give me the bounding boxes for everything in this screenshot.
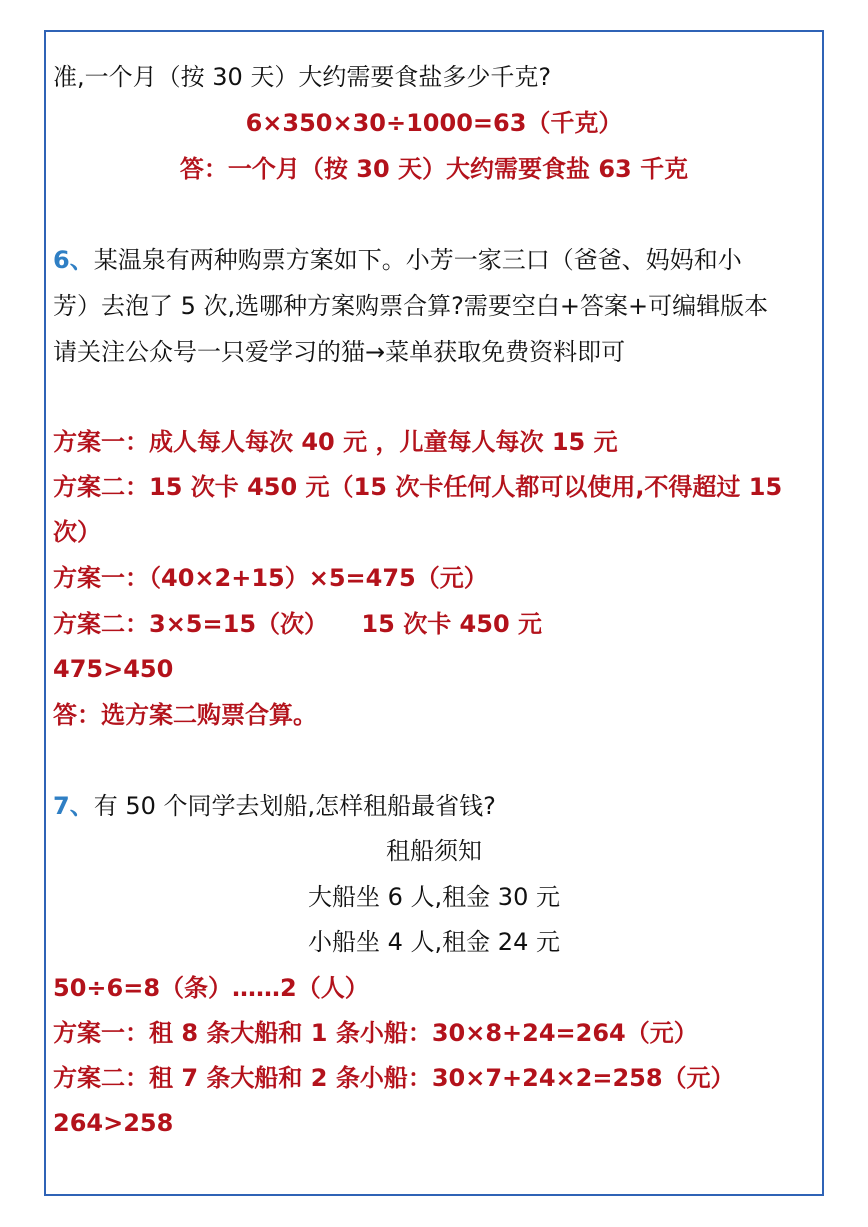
q6-question-text: 某温泉有两种购票方案如下。小芳一家三口（爸爸、妈妈和小: [93, 246, 742, 274]
q7-number: 7、: [53, 792, 94, 820]
q7-question: [53, 791, 496, 821]
q5-question-tail: 准,一个月（按 30 天）大约需要食盐多少千克?: [53, 63, 552, 91]
q7-plan2: 方案二：租 7 条大船和 2 条小船：30×7+24×2=258（元）: [53, 1064, 735, 1092]
q7-notice-small-boat: 小船坐 4 人,租金 24 元: [308, 928, 560, 956]
q6-plan2-line2: 次）: [53, 518, 101, 546]
q7-notice-big-boat: 大船坐 6 人,租金 30 元: [308, 883, 560, 911]
q7-calc1: 50÷6=8（条）……2（人）: [53, 974, 369, 1002]
q7-notice-title: 租船须知: [386, 837, 482, 865]
q5-answer: 答：一个月（按 30 天）大约需要食盐 63 千克: [179, 155, 689, 183]
q6-plan1: 方案一：成人每人每次 40 元 ，儿童每人每次 15 元: [53, 428, 618, 456]
q7-compare: 264>258: [53, 1109, 174, 1137]
q6-question-line1: [53, 245, 742, 275]
q6-question-line3: 请关注公众号一只爱学习的猫→菜单获取免费资料即可: [53, 338, 626, 366]
q6-question-line2: 芳）去泡了 5 次,选哪种方案购票合算?需要空白+答案+可编辑版本: [53, 292, 769, 320]
q6-solution1: 方案一：（40×2+15）×5=475（元）: [53, 564, 488, 592]
q6-number: 6、: [53, 246, 94, 274]
q6-plan2-line1: 方案二：15 次卡 450 元（15 次卡任何人都可以使用,不得超过 15: [53, 473, 783, 501]
q7-question-text: 有 50 个同学去划船,怎样租船最省钱?: [93, 792, 496, 820]
q6-answer: 答：选方案二购票合算。: [53, 701, 317, 729]
q5-calculation: 6×350×30÷1000=63（千克）: [245, 109, 623, 137]
q6-compare: 475>450: [53, 655, 174, 683]
q7-plan1: 方案一：租 8 条大船和 1 条小船：30×8+24=264（元）: [53, 1019, 698, 1047]
q6-solution2: 方案二：3×5=15（次） 15 次卡 450 元: [53, 610, 542, 638]
